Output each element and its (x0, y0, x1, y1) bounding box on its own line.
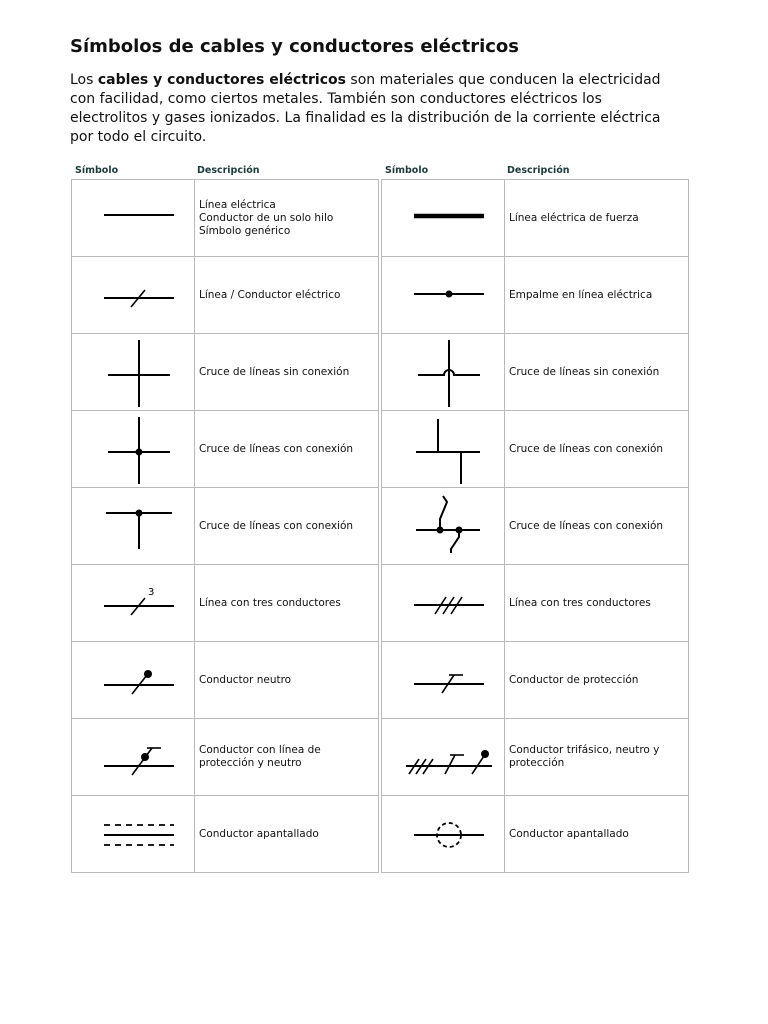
symbol-cell (72, 565, 195, 642)
description-cell: Conductor con línea de protección y neutro (195, 719, 379, 796)
table-row (72, 334, 379, 411)
cross-hop-icon (388, 337, 498, 407)
table-row (382, 796, 689, 873)
cross-connection-dot-icon (78, 414, 188, 484)
symbol-cell (72, 180, 195, 257)
right-description-header: Descripción (507, 165, 570, 176)
table-row (72, 488, 379, 565)
three-slashes-icon (388, 568, 498, 638)
symbol-cell (382, 796, 505, 873)
left-description-header: Descripción (197, 165, 260, 176)
neutral-conductor-icon (78, 645, 188, 715)
symbol-cell (72, 257, 195, 334)
page-title: Símbolos de cables y conductores eléctricos (70, 36, 519, 57)
left-symbol-table (71, 179, 379, 873)
symbol-cell (72, 796, 195, 873)
shielded-conductor-circle-icon (388, 799, 498, 869)
intro-text-rest: son materiales que conducen la electricidad con facilidad, como ciertos metales. También son conductores eléctricos los electrolitos y gases ionizados. La finalidad es la distribución de la corriente eléctrica por todo el circuito. (70, 72, 661, 145)
table-row (382, 642, 689, 719)
shielded-conductor-dashed-icon (78, 799, 188, 869)
symbol-cell (382, 411, 505, 488)
symbol-cell (382, 334, 505, 411)
description-cell: Línea eléctrica Conductor de un solo hilo Símbolo genérico (195, 180, 379, 257)
table-row (72, 796, 379, 873)
right-symbol-header: Símbolo (385, 165, 429, 176)
right-symbol-table (381, 179, 689, 873)
table-row (72, 180, 379, 257)
table-row (72, 719, 379, 796)
description-cell: Línea con tres conductores (195, 565, 379, 642)
symbol-cell (72, 488, 195, 565)
symbol-cell (382, 565, 505, 642)
description-cell: Empalme en línea eléctrica (505, 257, 689, 334)
table-row (72, 642, 379, 719)
three-conductor-numbered-icon (78, 568, 188, 638)
table-row (382, 257, 689, 334)
protection-neutral-conductor-icon (78, 722, 188, 792)
table-row (382, 488, 689, 565)
symbol-cell (382, 488, 505, 565)
thick-power-line-icon (388, 183, 498, 253)
symbol-cell (72, 719, 195, 796)
symbol-cell (382, 180, 505, 257)
description-cell: Cruce de líneas con conexión (195, 411, 379, 488)
symbol-cell (382, 642, 505, 719)
tee-connection-dot-icon (78, 491, 188, 561)
conductor-count-label: 3 (148, 587, 155, 598)
description-cell: Línea / Conductor eléctrico (195, 257, 379, 334)
table-row (382, 565, 689, 642)
description-cell: Conductor apantallado (505, 796, 689, 873)
description-cell: Cruce de líneas con conexión (505, 488, 689, 565)
description-cell: Conductor de protección (505, 642, 689, 719)
description-cell: Cruce de líneas con conexión (195, 488, 379, 565)
symbol-cell (72, 642, 195, 719)
left-symbol-header: Símbolo (75, 165, 119, 176)
description-cell: Conductor trifásico, neutro y protección (505, 719, 689, 796)
description-cell: Línea eléctrica de fuerza (505, 180, 689, 257)
table-row (382, 334, 689, 411)
offset-dots-icon (388, 491, 498, 561)
intro-bold-text: cables y conductores eléctricos (97, 72, 346, 88)
symbol-cell (72, 411, 195, 488)
symbol-cell (72, 334, 195, 411)
offset-tee-icon (388, 414, 498, 484)
description-cell: Conductor neutro (195, 642, 379, 719)
intro-paragraph (70, 71, 670, 147)
table-row (72, 411, 379, 488)
cross-no-connection-icon (78, 337, 188, 407)
description-cell: Cruce de líneas sin conexión (505, 334, 689, 411)
protection-conductor-icon (388, 645, 498, 715)
description-cell: Cruce de líneas con conexión (505, 411, 689, 488)
table-row (72, 257, 379, 334)
description-cell: Cruce de líneas sin conexión (195, 334, 379, 411)
table-row (382, 411, 689, 488)
description-cell: Línea con tres conductores (505, 565, 689, 642)
three-phase-neutral-protection-icon (388, 722, 498, 792)
description-cell: Conductor apantallado (195, 796, 379, 873)
intro-text-start: Los (70, 72, 98, 88)
table-row (382, 719, 689, 796)
symbol-cell (382, 719, 505, 796)
symbol-cell (382, 257, 505, 334)
single-line-icon (78, 183, 188, 253)
splice-dot-icon (388, 260, 498, 330)
table-row (72, 565, 379, 642)
line-slash-icon (78, 260, 188, 330)
table-row (382, 180, 689, 257)
